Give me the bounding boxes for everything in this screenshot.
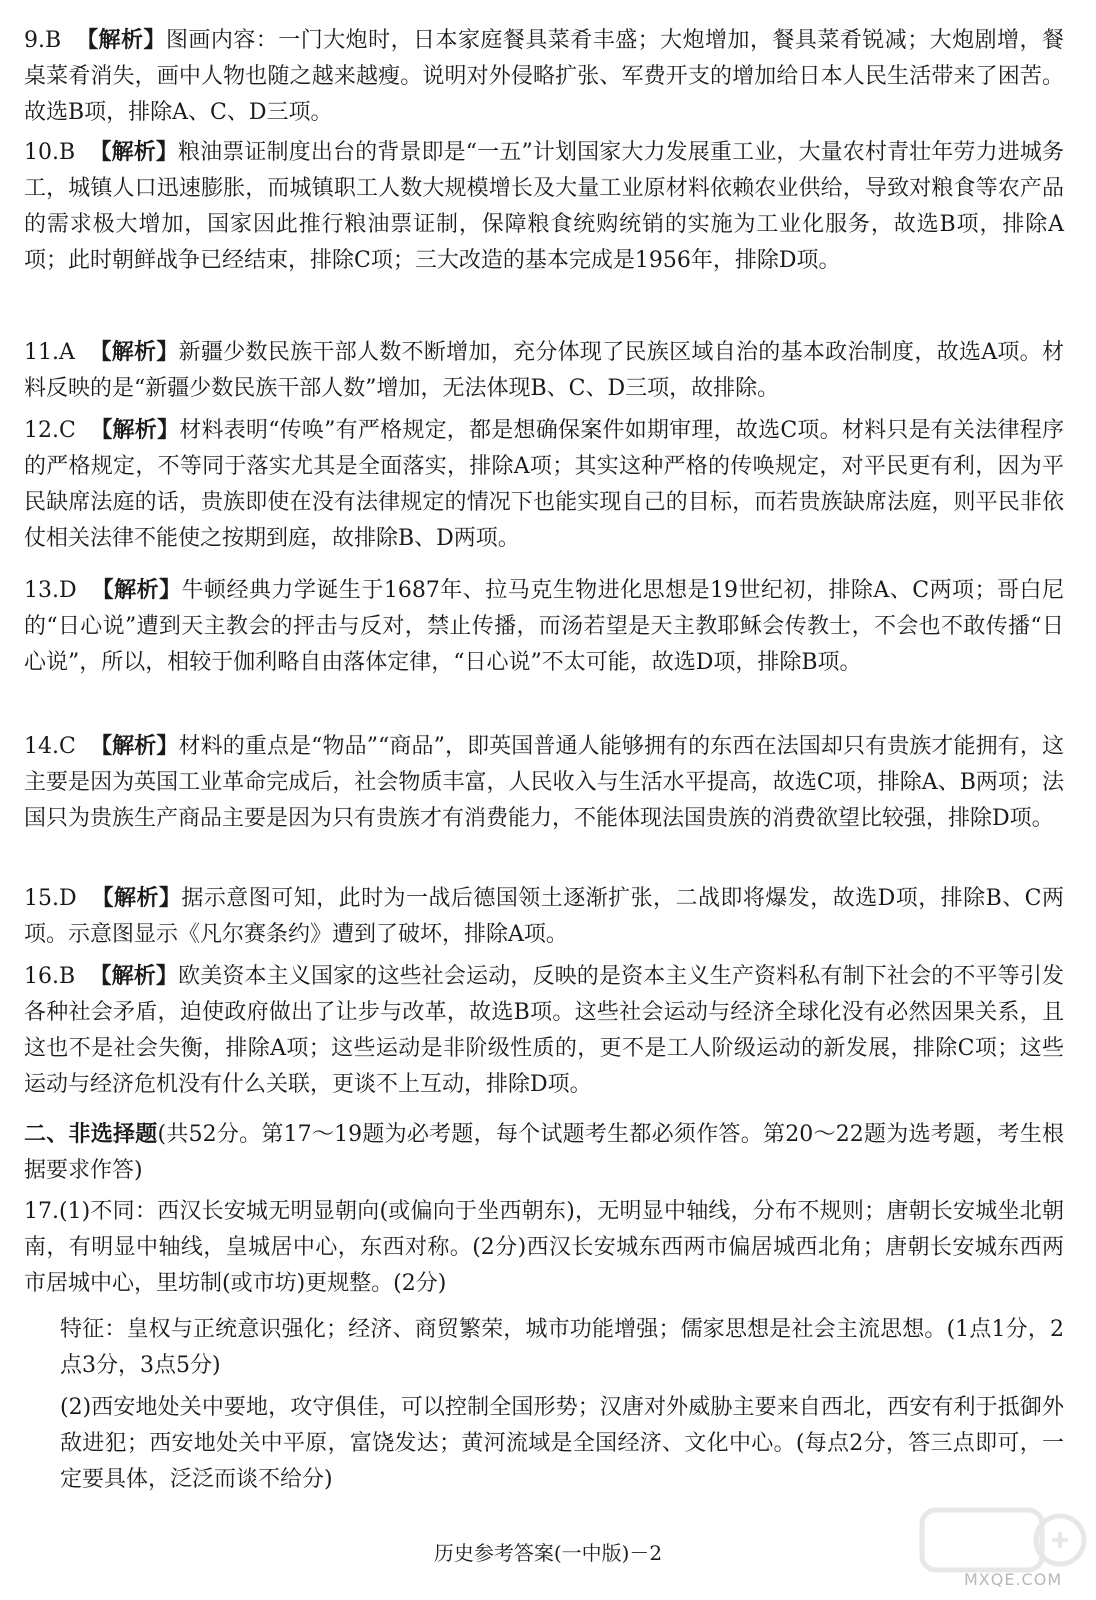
- answer-item-13: [24, 572, 1064, 681]
- answer-item-17-features: [60, 1312, 1064, 1384]
- answer-item-10: [24, 134, 1064, 279]
- answer-item-17-part2: [60, 1390, 1064, 1498]
- answer-option: A: [59, 340, 75, 365]
- section-two-heading: [24, 1116, 1064, 1189]
- analysis-tag: 【解析】: [90, 733, 179, 759]
- analysis-tag: 【解析】: [89, 339, 179, 365]
- question-number: 16.: [24, 964, 59, 989]
- answer-option: B: [59, 964, 76, 989]
- section-description: (共52分。第17～19题为必考题，每个试题考生都必须作答。第20～22题为选考题，考生根据要求作答): [24, 1122, 1064, 1183]
- question-number: 9.: [24, 28, 45, 53]
- analysis-tag: 【解析】: [91, 577, 182, 603]
- analysis-text: 图画内容：一门大炮时，日本家庭餐具菜肴丰盛；大炮增加，餐具菜肴锐减；大炮剧增，餐桌菜肴消失，画中人物也随之越来越瘦。说明对外侵略扩张、军费开支的增加给日本人民生活带来了困苦。故选B项，排除A、C、D三项。: [24, 28, 1064, 125]
- analysis-tag: 【解析】: [89, 139, 178, 165]
- analysis-text: 粮油票证制度出台的背景即是“一五”计划国家大力发展重工业，大量农村青壮年劳力进城务工，城镇人口迅速膨胀，而城镇职工人数大规模增长及大量工业原材料依赖农业供给，导致对粮食等农产品的需求极大增加，国家因此推行粮油票证制，保障粮食统购统销的实施为工业化服务，故选B项，排除A项；此时朝鲜战争已经结束，排除C项；三大改造的基本完成是1956年，排除D项。: [24, 140, 1064, 273]
- answer-option: D: [59, 886, 77, 911]
- answer-option: C: [59, 418, 76, 443]
- question-number: 15.: [24, 886, 59, 911]
- analysis-tag: 【解析】: [91, 885, 182, 911]
- answer-item-14: [24, 728, 1064, 837]
- answer-item-17-part1: [24, 1194, 1064, 1302]
- section-title: 二、非选择题: [24, 1121, 158, 1147]
- answer-item-12: [24, 412, 1064, 557]
- question-number: 12.: [24, 418, 59, 443]
- analysis-tag: 【解析】: [76, 27, 166, 53]
- analysis-text: 欧美资本主义国家的这些社会运动，反映的是资本主义生产资料私有制下社会的不平等引发各种社会矛盾，迫使政府做出了让步与改革，故选B项。这些社会运动与经济全球化没有必然因果关系，且这也不是社会失衡，排除A项；这些运动是非阶级性质的，更不是工人阶级运动的新发展，排除C项；这些运动与经济危机没有什么关联，更谈不上互动，排除D项。: [24, 964, 1064, 1097]
- analysis-text: 据示意图可知，此时为一战后德国领土逐渐扩张，二战即将爆发，故选D项，排除B、C两项。示意图显示《凡尔赛条约》遭到了破坏，排除A项。: [24, 886, 1064, 947]
- analysis-text: 材料表明“传唤”有严格规定，都是想确保案件如期审理，故选C项。材料只是有关法律程序的严格规定，不等同于落实尤其是全面落实，排除A项；其实这种严格的传唤规定，对平民更有利，因为平民缺席法庭的话，贵族即使在没有法律规定的情况下也能实现自己的目标，而若贵族缺席法庭，则平民非依仗相关法律不能使之按期到庭，故排除B、D两项。: [24, 418, 1064, 551]
- analysis-text: 材料的重点是“物品”“商品”，即英国普通人能够拥有的东西在法国却只有贵族才能拥有，这主要是因为英国工业革命完成后，社会物质丰富，人民收入与生活水平提高，故选C项，排除A、B两项；法国只为贵族生产商品主要是因为只有贵族才有消费能力，不能体现法国贵族的消费欲望比较强，排除D项。: [24, 734, 1064, 831]
- watermark-site: MXQE.COM: [964, 1570, 1063, 1589]
- answer-option: D: [59, 578, 77, 603]
- analysis-text: 牛顿经典力学诞生于1687年、拉马克生物进化思想是19世纪初，排除A、C两项；哥白尼的“日心说”遭到天主教会的抨击与反对，禁止传播，而汤若望是天主教耶稣会传教士，不会也不敢传播“日心说”，所以，相较于伽利略自由落体定律，“日心说”不太可能，故选D项，排除B项。: [24, 578, 1064, 675]
- answer-option: B: [45, 28, 62, 53]
- answer-option: C: [59, 734, 76, 759]
- answer-item-15: [24, 880, 1064, 953]
- question-number: 13.: [24, 578, 59, 603]
- q17-part1-text: (1)不同：西汉长安城无明显朝向(或偏向于坐西朝东)，无明显中轴线，分布不规则；唐朝长安城坐北朝南，有明显中轴线，皇城居中心，东西对称。(2分)西汉长安城东西两市偏居城西北角；唐朝长安城东西两市居城中心，里坊制(或市坊)更规整。(2分): [24, 1199, 1064, 1296]
- q17-features-text: 特征：皇权与正统意识强化；经济、商贸繁荣，城市功能增强；儒家思想是社会主流思想。(1点1分，2点3分，3点5分): [60, 1317, 1064, 1378]
- question-number: 14.: [24, 734, 59, 759]
- analysis-tag: 【解析】: [90, 417, 180, 443]
- page-footer: 历史参考答案(一中版)－2: [433, 1541, 663, 1565]
- answer-item-9: [24, 22, 1064, 131]
- analysis-tag: 【解析】: [89, 963, 179, 989]
- question-number: 17.: [24, 1199, 59, 1224]
- answer-item-11: [24, 334, 1064, 407]
- question-number: 11.: [24, 340, 59, 365]
- answer-item-16: [24, 958, 1064, 1103]
- analysis-text: 新疆少数民族干部人数不断增加，充分体现了民族区域自治的基本政治制度，故选A项。材料反映的是“新疆少数民族干部人数”增加，无法体现B、C、D三项，故排除。: [24, 340, 1064, 401]
- answer-option: B: [59, 140, 76, 165]
- question-number: 10.: [24, 140, 59, 165]
- q17-part2-text: (2)西安地处关中要地，攻守俱佳，可以控制全国形势；汉唐对外威胁主要来自西北，西安有利于抵御外敌进犯；西安地处关中平原，富饶发达；黄河流域是全国经济、文化中心。(每点2分，答三点即可，一定要具体，泛泛而谈不给分): [60, 1395, 1064, 1492]
